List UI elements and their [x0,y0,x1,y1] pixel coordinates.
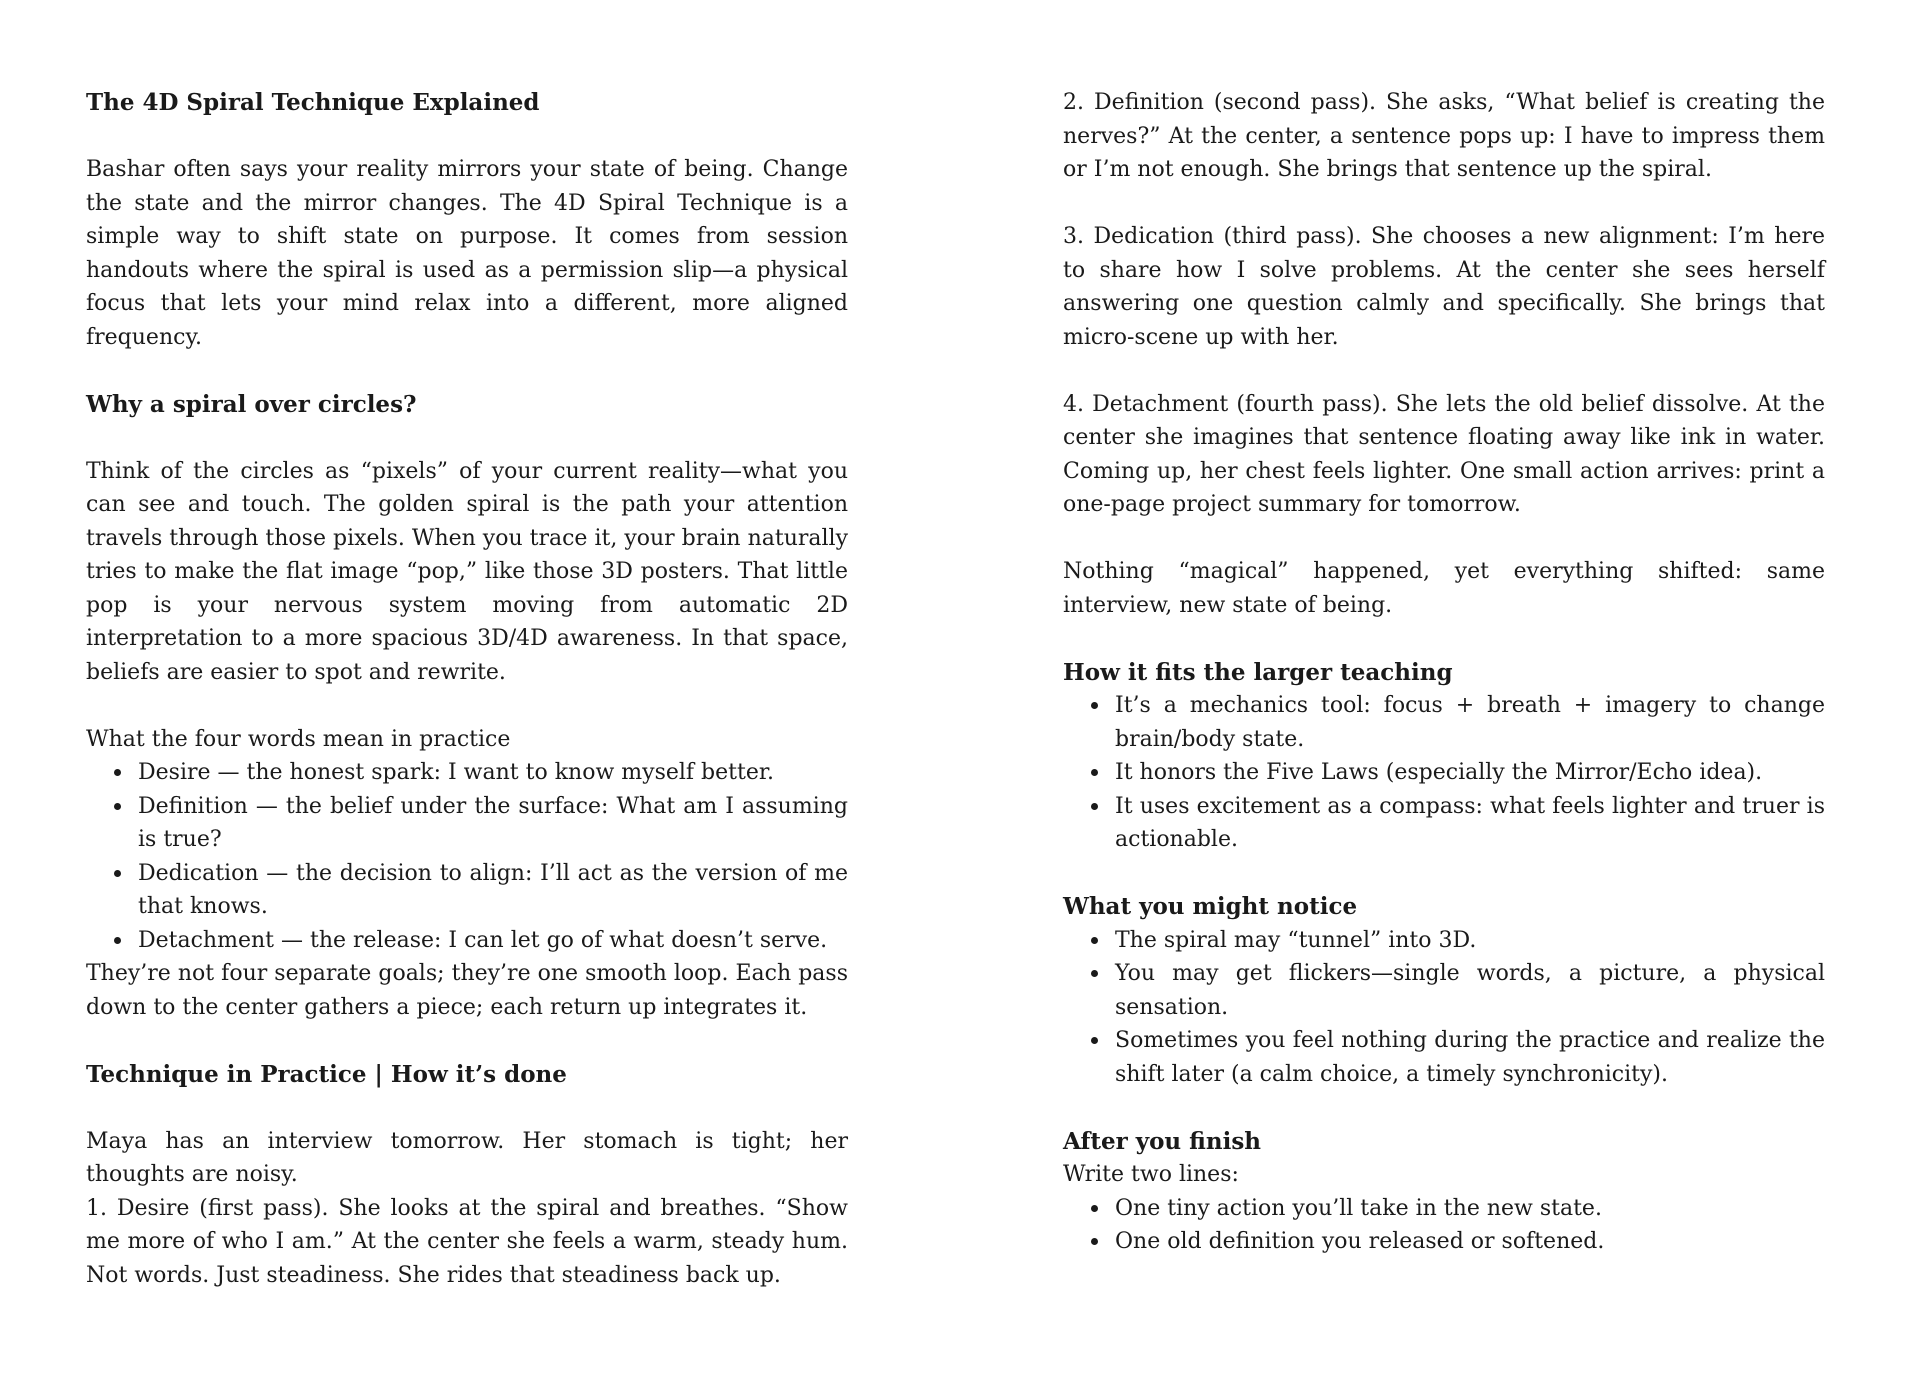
finish-intro-paragraph: Write two lines: [1063,1162,1239,1187]
finish-list [1063,1192,1825,1259]
loop-summary-paragraph: They’re not four separate goals; they’re one smooth loop. Each pass down to the center gathers a piece; each return up integrates it. [86,961,848,1020]
might-notice-list [1063,924,1825,1092]
intro-paragraph: Bashar often says your reality mirrors your state of being. Change the state and the mirror changes. The 4D Spiral Technique is a simple way to shift state on purpose. It comes from session handouts where the spiral is used as a permission slip—a physical focus that lets your mind relax into a different, more aligned frequency. [86,157,848,350]
list-item-shift-later: Sometimes you feel nothing during the practice and realize the shift later (a calm choice, a timely synchronicity). [1115,1024,1825,1091]
list-item-mechanics-tool: It’s a mechanics tool: focus + breath + imagery to change brain/body state. [1115,689,1825,756]
left-column [86,86,848,1292]
list-item-dedication: Dedication — the decision to align: I’ll act as the version of me that knows. [138,857,848,924]
list-item-five-laws: It honors the Five Laws (especially the Mirror/Echo idea). [1115,756,1825,790]
section-heading-after-finish: After you finish [1063,1127,1262,1155]
maya-setup-paragraph: Maya has an interview tomorrow. Her stomach is tight; her thoughts are noisy. [86,1128,848,1187]
step-4-paragraph: 4. Detachment (fourth pass). She lets the old belief dissolve. At the center she imagines that sentence floating away like ink in water. Coming up, her chest feels lighter. One small action arrives: print a one-page project summary for tomorrow. [1063,391,1825,517]
list-item-tunnel: The spiral may “tunnel” into 3D. [1115,924,1825,958]
section-heading-larger-teaching: How it fits the larger teaching [1063,658,1453,686]
four-words-list [86,756,848,957]
article-title: The 4D Spiral Technique Explained [86,89,540,116]
section-heading-might-notice: What you might notice [1063,893,1358,920]
why-spiral-paragraph: Think of the circles as “pixels” of your current reality—what you can see and touch. The golden spiral is the path your attention travels through those pixels. When you trace it, your brain naturally tries to make the flat image “pop,” like those 3D posters. That little pop is your nervous system moving from automatic 2D interpretation to a more spacious 3D/4D awareness. In that space, beliefs are easier to spot and rewrite. [86,458,849,685]
list-item-detachment: Detachment — the release: I can let go of what doesn’t serve. [138,924,848,958]
step-3-paragraph: 3. Dedication (third pass). She chooses a new alignment: I’m here to share how I solve problems. At the center she sees herself answering one question calmly and specifically. She brings that micro-scene up with her. [1063,224,1825,350]
list-item-excitement-compass: It uses excitement as a compass: what feels lighter and truer is actionable. [1115,790,1825,857]
step-1-paragraph: 1. Desire (first pass). She looks at the spiral and breathes. “Show me more of who I am.” At the center she feels a warm, steady hum. Not words. Just steadiness. She rides that steadiness back up. [86,1195,848,1288]
right-column [1063,86,1825,1259]
step-2-paragraph: 2. Definition (second pass). She asks, “What belief is creating the nerves?” At the center, a sentence pops up: I have to impress them or I’m not enough. She brings that sentence up the spiral. [1063,90,1825,182]
larger-teaching-list [1063,689,1825,857]
outcome-paragraph: Nothing “magical” happened, yet everything shifted: same interview, new state of being. [1063,559,1825,618]
section-heading-why-spiral: Why a spiral over circles? [86,390,417,418]
list-item-old-definition: One old definition you released or softened. [1115,1225,1825,1259]
four-words-label: What the four words mean in practice [86,726,511,752]
list-item-flickers: You may get flickers—single words, a picture, a physical sensation. [1115,957,1825,1024]
list-item-desire: Desire — the honest spark: I want to know myself better. [138,756,848,790]
list-item-definition: Definition — the belief under the surface: What am I assuming is true? [138,790,848,857]
section-heading-technique-practice: Technique in Practice | How it’s done [86,1060,567,1088]
list-item-tiny-action: One tiny action you’ll take in the new state. [1115,1192,1825,1226]
